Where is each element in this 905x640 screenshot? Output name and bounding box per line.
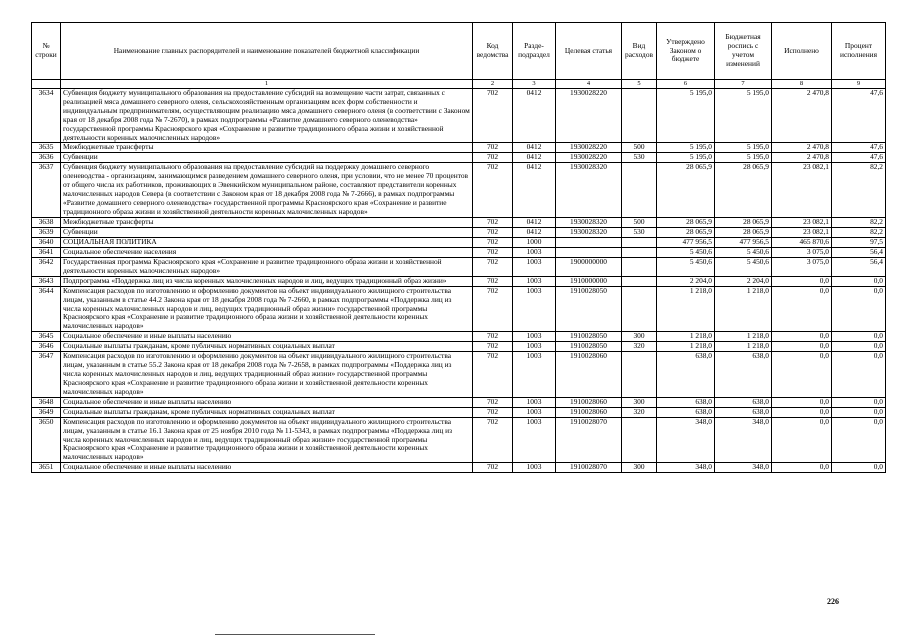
approved-cell: 5 195,0	[657, 143, 715, 153]
approved-cell: 28 065,9	[657, 227, 715, 237]
column-number: 7	[715, 80, 772, 89]
table-row	[32, 286, 886, 332]
percent-cell: 82,2	[832, 217, 886, 227]
table-row	[32, 276, 886, 286]
department-code-cell: 702	[473, 463, 513, 473]
section-cell: 0412	[513, 217, 556, 227]
approved-cell: 638,0	[657, 407, 715, 417]
expense-type-cell	[622, 257, 657, 276]
expense-type-cell	[622, 276, 657, 286]
name-cell: Компенсация расходов по изготовлению и оформлению документов на объект индивидуального жилищного строительства лицам, указанным в статье 55.2 Закона края от 18 декабря 2008 года № 7-2658, в рамках подпрограммы «Поддержка лиц из числа коренных малочисленных народов и лиц, ведущих традиционный образ жизни» государственной программы Красноярского края «Сохранение и развитие традиционного образа жизни и хозяйственной деятельности коренных малочисленных народов»	[61, 352, 473, 398]
name-cell: Компенсация расходов по изготовлению и оформлению документов на объект индивидуального жилищного строительства лицам, указанным в статье 16.1 Закона края от 25 ноября 2010 года № 11-5343, в рамках подпрограммы «Поддержка лиц из числа коренных малочисленных народов и лиц, ведущих традиционный образ жизни» государственной программы Красноярского края «Сохранение и развитие традиционного образа жизни и хозяйственной деятельности коренных малочисленных народов»	[61, 417, 473, 463]
expense-type-cell: 320	[622, 342, 657, 352]
department-code-cell: 702	[473, 227, 513, 237]
row-number-cell: 3634	[32, 89, 61, 143]
percent-cell: 0,0	[832, 276, 886, 286]
department-code-cell: 702	[473, 257, 513, 276]
row-number-cell: 3636	[32, 153, 61, 163]
section-cell: 1003	[513, 247, 556, 257]
section-cell: 1003	[513, 286, 556, 332]
approved-cell: 2 204,0	[657, 276, 715, 286]
name-cell: Субвенция бюджету муниципального образования на предоставление субсидий на поддержку домашнего северного оленеводства - организациям, занимающимся разведением домашнего северного оленя, при условии, что не менее 70 процентов от общего числа их работников, проживающих в Эвенкийском муниципальном районе, составляют представители коренных малочисленных народов Севера (в соответствии с Законом края от 18 декабря 2008 года № 7-2666), в рамках подпрограммы «Развитие домашнего северного оленеводства» государственной программы Красноярского края «Сохранение и развитие традиционного образа жизни и хозяйственной деятельности коренных малочисленных народов»	[61, 163, 473, 217]
row-number-cell: 3646	[32, 342, 61, 352]
executed-cell: 3 075,0	[772, 257, 832, 276]
percent-cell: 47,6	[832, 153, 886, 163]
row-number-cell: 3638	[32, 217, 61, 227]
column-number: 3	[513, 80, 556, 89]
approved-cell: 28 065,9	[657, 217, 715, 227]
expense-type-cell: 500	[622, 143, 657, 153]
approved-cell: 477 956,5	[657, 237, 715, 247]
expense-type-cell	[622, 237, 657, 247]
section-cell: 1003	[513, 332, 556, 342]
section-cell: 0412	[513, 143, 556, 153]
department-code-cell: 702	[473, 332, 513, 342]
footer-rule	[215, 634, 375, 635]
name-cell: Подпрограмма «Поддержка лиц из числа коренных малочисленных народов и лиц, ведущих традиционный образ жизни»	[61, 276, 473, 286]
table-row	[32, 257, 886, 276]
table-row	[32, 237, 886, 247]
row-number-cell: 3647	[32, 352, 61, 398]
executed-cell: 0,0	[772, 352, 832, 398]
executed-cell: 23 082,1	[772, 217, 832, 227]
expense-type-cell	[622, 89, 657, 143]
row-number-cell: 3640	[32, 237, 61, 247]
name-cell: Социальные выплаты гражданам, кроме публичных нормативных социальных выплат	[61, 407, 473, 417]
department-code-cell: 702	[473, 286, 513, 332]
expense-type-cell	[622, 352, 657, 398]
percent-cell: 0,0	[832, 407, 886, 417]
percent-cell: 47,6	[832, 143, 886, 153]
executed-cell: 0,0	[772, 342, 832, 352]
row-number-cell: 3649	[32, 407, 61, 417]
budget-schedule-cell: 1 218,0	[715, 332, 772, 342]
name-cell: Государственная программа Красноярского края «Сохранение и развитие традиционного образа жизни и хозяйственной деятельности коренных малочисленных народов»	[61, 257, 473, 276]
department-code-cell: 702	[473, 143, 513, 153]
department-code-cell: 702	[473, 89, 513, 143]
executed-cell: 2 470,8	[772, 143, 832, 153]
table-row	[32, 163, 886, 217]
column-number: 6	[657, 80, 715, 89]
name-cell: Компенсация расходов по изготовлению и оформлению документов на объект индивидуального жилищного строительства лицам, указанным в статье 44.2 Закона края от 18 декабря 2008 года № 7-2660, в рамках подпрограммы «Поддержка лиц из числа коренных малочисленных народов и лиц, ведущих традиционный образ жизни» государственной программы Красноярского края «Сохранение и развитие традиционного образа жизни и хозяйственной деятельности коренных малочисленных народов»	[61, 286, 473, 332]
percent-cell: 0,0	[832, 463, 886, 473]
percent-cell: 0,0	[832, 397, 886, 407]
section-cell: 1003	[513, 276, 556, 286]
table-row	[32, 397, 886, 407]
name-cell: Социальные выплаты гражданам, кроме публичных нормативных социальных выплат	[61, 342, 473, 352]
target-article-cell: 1930028220	[556, 89, 622, 143]
target-article-cell: 1930028320	[556, 227, 622, 237]
executed-cell: 3 075,0	[772, 247, 832, 257]
budget-schedule-cell: 2 204,0	[715, 276, 772, 286]
name-cell: Социальное обеспечение и иные выплаты населению	[61, 397, 473, 407]
percent-cell: 47,6	[832, 89, 886, 143]
budget-schedule-cell: 1 218,0	[715, 286, 772, 332]
department-code-cell: 702	[473, 352, 513, 398]
table-row	[32, 352, 886, 398]
target-article-cell: 1910000000	[556, 276, 622, 286]
row-number-cell: 3650	[32, 417, 61, 463]
target-article-cell	[556, 237, 622, 247]
approved-cell: 5 195,0	[657, 89, 715, 143]
column-number: 1	[61, 80, 473, 89]
target-article-cell: 1930028220	[556, 153, 622, 163]
table-row	[32, 463, 886, 473]
target-article-cell: 1930028320	[556, 163, 622, 217]
budget-schedule-cell: 638,0	[715, 397, 772, 407]
budget-schedule-cell: 348,0	[715, 463, 772, 473]
budget-table	[31, 22, 886, 473]
table-row	[32, 342, 886, 352]
percent-cell: 0,0	[832, 352, 886, 398]
executed-cell: 0,0	[772, 286, 832, 332]
department-code-cell: 702	[473, 276, 513, 286]
section-cell: 1000	[513, 237, 556, 247]
row-number-cell: 3635	[32, 143, 61, 153]
target-article-cell: 1900000000	[556, 257, 622, 276]
section-cell: 0412	[513, 153, 556, 163]
section-cell: 1003	[513, 257, 556, 276]
department-code-cell: 702	[473, 217, 513, 227]
row-number-cell: 3639	[32, 227, 61, 237]
budget-schedule-cell: 638,0	[715, 352, 772, 398]
header-approved: Утверждено Законом о бюджете	[657, 23, 715, 80]
department-code-cell: 702	[473, 247, 513, 257]
department-code-cell: 702	[473, 237, 513, 247]
approved-cell: 28 065,9	[657, 163, 715, 217]
section-cell: 1003	[513, 397, 556, 407]
percent-cell: 0,0	[832, 286, 886, 332]
row-number-cell: 3641	[32, 247, 61, 257]
expense-type-cell	[622, 163, 657, 217]
table-body	[32, 89, 886, 473]
expense-type-cell: 320	[622, 407, 657, 417]
approved-cell: 1 218,0	[657, 342, 715, 352]
executed-cell: 465 870,6	[772, 237, 832, 247]
expense-type-cell: 500	[622, 217, 657, 227]
approved-cell: 638,0	[657, 352, 715, 398]
expense-type-cell	[622, 286, 657, 332]
target-article-cell: 1910028060	[556, 407, 622, 417]
target-article-cell: 1930028320	[556, 217, 622, 227]
expense-type-cell: 300	[622, 332, 657, 342]
department-code-cell: 702	[473, 342, 513, 352]
table-row	[32, 417, 886, 463]
expense-type-cell	[622, 247, 657, 257]
row-number-cell: 3644	[32, 286, 61, 332]
column-number: 4	[556, 80, 622, 89]
name-cell: Межбюджетные трансферты	[61, 217, 473, 227]
budget-schedule-cell: 348,0	[715, 417, 772, 463]
executed-cell: 23 082,1	[772, 163, 832, 217]
column-number: 2	[473, 80, 513, 89]
section-cell: 0412	[513, 163, 556, 217]
percent-cell: 0,0	[832, 417, 886, 463]
column-number-row	[32, 80, 886, 89]
target-article-cell: 1910028050	[556, 332, 622, 342]
department-code-cell: 702	[473, 417, 513, 463]
row-number-cell: 3645	[32, 332, 61, 342]
header-section: Разде-подраздел	[513, 23, 556, 80]
name-cell: Субвенции	[61, 227, 473, 237]
page-number: 226	[827, 597, 839, 606]
name-cell: Социальное обеспечение и иные выплаты населению	[61, 463, 473, 473]
table-row	[32, 143, 886, 153]
row-number-cell: 3637	[32, 163, 61, 217]
budget-schedule-cell: 638,0	[715, 407, 772, 417]
name-cell: СОЦИАЛЬНАЯ ПОЛИТИКА	[61, 237, 473, 247]
header-budget-schedule: Бюджетная роспись с учетом изменений	[715, 23, 772, 80]
budget-schedule-cell: 5 195,0	[715, 153, 772, 163]
table-row	[32, 407, 886, 417]
executed-cell: 2 470,8	[772, 153, 832, 163]
header-target-article: Целевая статья	[556, 23, 622, 80]
percent-cell: 0,0	[832, 332, 886, 342]
executed-cell: 23 082,1	[772, 227, 832, 237]
header-name: Наименование главных распорядителей и наименование показателей бюджетной классификации	[61, 23, 473, 80]
name-cell: Межбюджетные трансферты	[61, 143, 473, 153]
budget-schedule-cell: 5 195,0	[715, 89, 772, 143]
budget-schedule-cell: 5 195,0	[715, 143, 772, 153]
header-row-number: № строки	[32, 23, 61, 80]
row-number-cell: 3642	[32, 257, 61, 276]
row-number-cell: 3648	[32, 397, 61, 407]
department-code-cell: 702	[473, 153, 513, 163]
budget-schedule-cell: 477 956,5	[715, 237, 772, 247]
approved-cell: 5 195,0	[657, 153, 715, 163]
table-row	[32, 247, 886, 257]
approved-cell: 348,0	[657, 463, 715, 473]
approved-cell: 1 218,0	[657, 286, 715, 332]
table-row	[32, 227, 886, 237]
column-number: 9	[832, 80, 886, 89]
target-article-cell: 1910028050	[556, 342, 622, 352]
table-row	[32, 332, 886, 342]
name-cell: Субвенции	[61, 153, 473, 163]
section-cell: 0412	[513, 227, 556, 237]
approved-cell: 348,0	[657, 417, 715, 463]
header-department-code: Код ведомства	[473, 23, 513, 80]
budget-schedule-cell: 28 065,9	[715, 227, 772, 237]
target-article-cell: 1910028060	[556, 397, 622, 407]
approved-cell: 1 218,0	[657, 332, 715, 342]
department-code-cell: 702	[473, 163, 513, 217]
header-percent: Процент исполнения	[832, 23, 886, 80]
row-number-cell: 3643	[32, 276, 61, 286]
executed-cell: 0,0	[772, 407, 832, 417]
executed-cell: 0,0	[772, 276, 832, 286]
executed-cell: 2 470,8	[772, 89, 832, 143]
target-article-cell: 1910028050	[556, 286, 622, 332]
expense-type-cell: 530	[622, 153, 657, 163]
table-row	[32, 217, 886, 227]
executed-cell: 0,0	[772, 332, 832, 342]
name-cell: Социальное обеспечение населения	[61, 247, 473, 257]
section-cell: 1003	[513, 463, 556, 473]
percent-cell: 97,5	[832, 237, 886, 247]
expense-type-cell: 300	[622, 397, 657, 407]
department-code-cell: 702	[473, 397, 513, 407]
percent-cell: 82,2	[832, 163, 886, 217]
table-row	[32, 89, 886, 143]
header-expense-type: Вид расходов	[622, 23, 657, 80]
name-cell: Субвенция бюджету муниципального образования на предоставление субсидий на возмещение части затрат, связанных с реализацией мяса домашнего северного оленя, сельскохозяйственным организациям всех форм собственности и индивидуальным предпринимателям, осуществляющим реализацию мяса домашнего северного оленя (в соответствии с Законом края от 18 декабря 2008 года № 7-2670), в рамках подпрограммы «Развитие домашнего северного оленеводства» государственной программы Красноярского края «Сохранение и развитие традиционного образа жизни и хозяйственной деятельности коренных малочисленных народов»	[61, 89, 473, 143]
section-cell: 1003	[513, 352, 556, 398]
expense-type-cell: 300	[622, 463, 657, 473]
section-cell: 1003	[513, 342, 556, 352]
header-executed: Исполнено	[772, 23, 832, 80]
expense-type-cell	[622, 417, 657, 463]
budget-schedule-cell: 28 065,9	[715, 163, 772, 217]
executed-cell: 0,0	[772, 397, 832, 407]
row-number-cell: 3651	[32, 463, 61, 473]
column-number	[32, 80, 61, 89]
section-cell: 1003	[513, 407, 556, 417]
budget-schedule-cell: 28 065,9	[715, 217, 772, 227]
section-cell: 0412	[513, 89, 556, 143]
table-header-row	[32, 23, 886, 80]
executed-cell: 0,0	[772, 463, 832, 473]
target-article-cell	[556, 247, 622, 257]
percent-cell: 82,2	[832, 227, 886, 237]
percent-cell: 0,0	[832, 342, 886, 352]
approved-cell: 5 450,6	[657, 247, 715, 257]
percent-cell: 56,4	[832, 247, 886, 257]
percent-cell: 56,4	[832, 257, 886, 276]
budget-schedule-cell: 5 450,6	[715, 247, 772, 257]
executed-cell: 0,0	[772, 417, 832, 463]
column-number: 5	[622, 80, 657, 89]
table-row	[32, 153, 886, 163]
section-cell: 1003	[513, 417, 556, 463]
department-code-cell: 702	[473, 407, 513, 417]
budget-table-page	[31, 22, 885, 473]
column-number: 8	[772, 80, 832, 89]
approved-cell: 638,0	[657, 397, 715, 407]
target-article-cell: 1910028070	[556, 463, 622, 473]
target-article-cell: 1910028070	[556, 417, 622, 463]
name-cell: Социальное обеспечение и иные выплаты населению	[61, 332, 473, 342]
target-article-cell: 1930028220	[556, 143, 622, 153]
expense-type-cell: 530	[622, 227, 657, 237]
approved-cell: 5 450,6	[657, 257, 715, 276]
budget-schedule-cell: 1 218,0	[715, 342, 772, 352]
budget-schedule-cell: 5 450,6	[715, 257, 772, 276]
target-article-cell: 1910028060	[556, 352, 622, 398]
